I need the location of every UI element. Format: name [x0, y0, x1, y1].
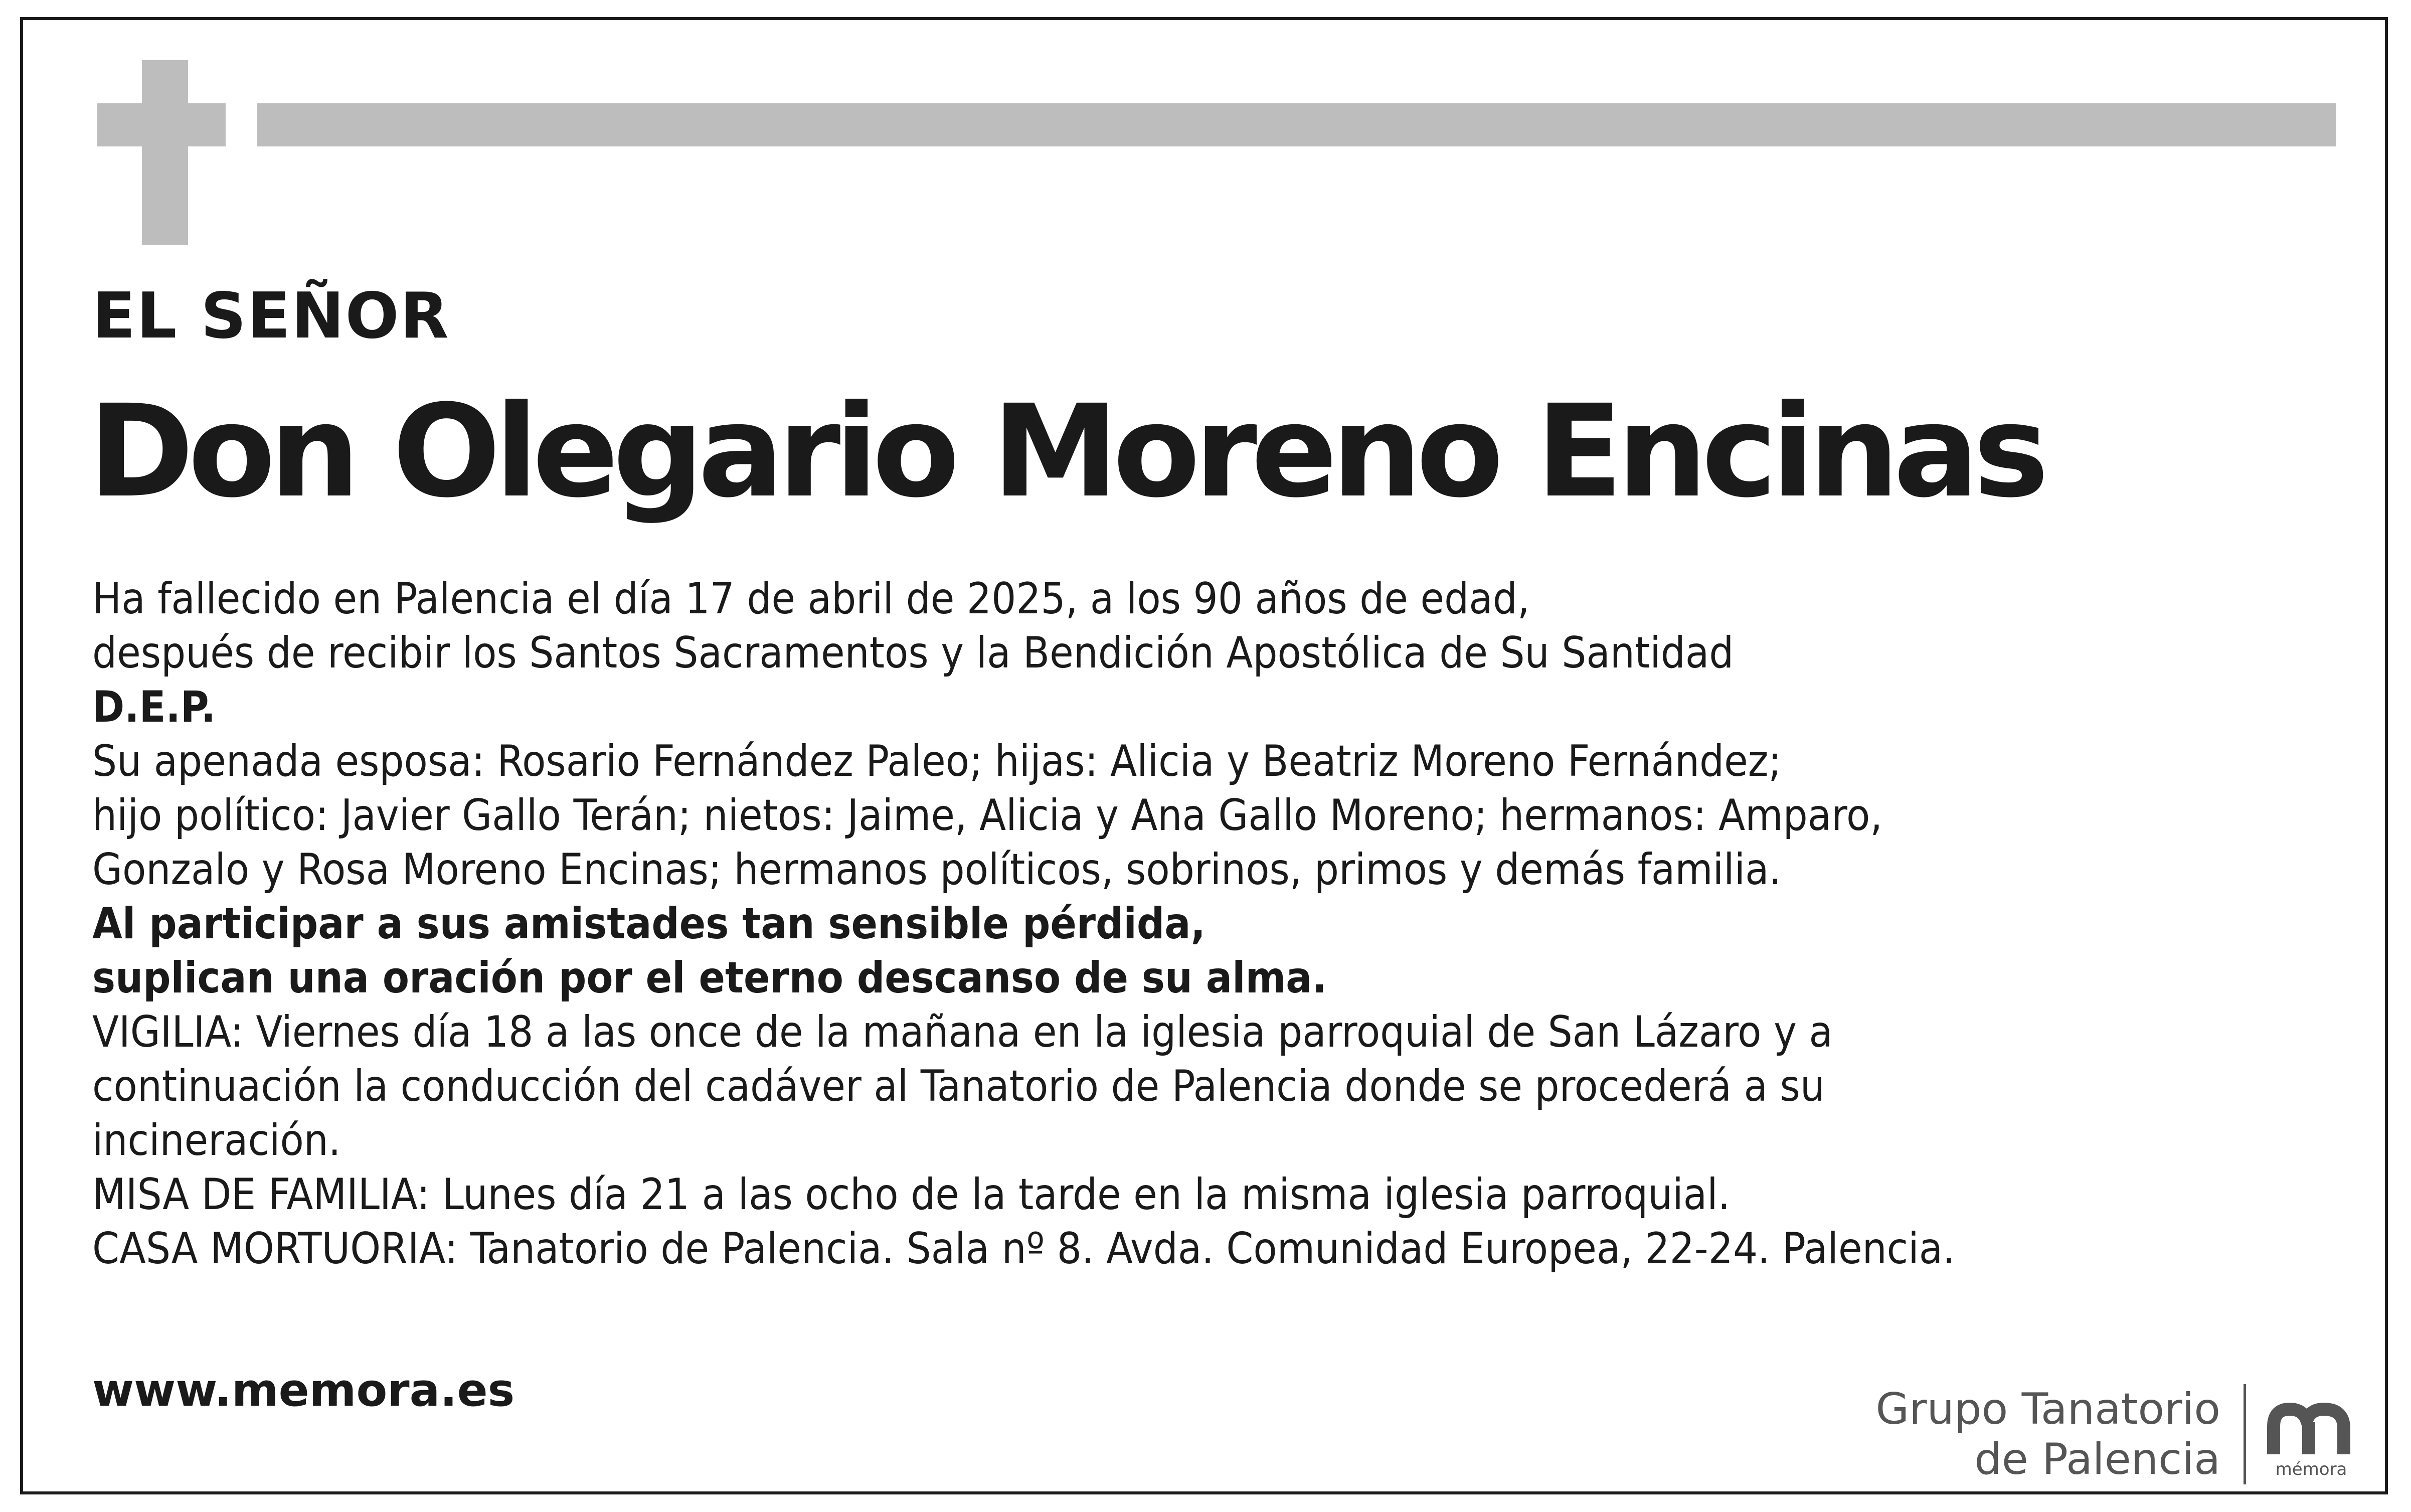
- announcement-line-2: después de recibir los Santos Sacramentos y la Bendición Apostólica de Su Santidad: [92, 628, 1734, 678]
- prayer-request-line-1: Al participar a sus amistades tan sensible pérdida,: [92, 899, 1206, 949]
- family-mass-line: MISA DE FAMILIA: Lunes día 21 a las ocho de la tarde en la misma iglesia parroquial.: [92, 1169, 1731, 1220]
- website-link[interactable]: www.memora.es: [92, 1364, 515, 1417]
- vigil-line-3: incineración.: [92, 1115, 341, 1165]
- logo-divider: [2244, 1384, 2246, 1484]
- deceased-name: Don Olegario Moreno Encinas: [88, 377, 2043, 526]
- family-line-3: Gonzalo y Rosa Moreno Encinas; hermanos políticos, sobrinos, primos y demás familia.: [92, 845, 1782, 895]
- memora-logo-label: mémora: [2275, 1459, 2347, 1479]
- company-name-line-2: de Palencia: [1974, 1434, 2220, 1484]
- vigil-line-1: VIGILIA: Viernes día 18 a las once de la mañana en la iglesia parroquial de San Lázaro y a: [92, 1007, 1833, 1057]
- mortuary-line: CASA MORTUORIA: Tanatorio de Palencia. Sala nº 8. Avda. Comunidad Europea, 22-24. Palencia.: [92, 1224, 1955, 1274]
- company-name: [1876, 1384, 2220, 1484]
- title-small: EL SEÑOR: [92, 279, 450, 353]
- family-line-2: hijo político: Javier Gallo Terán; nietos: Jaime, Alicia y Ana Gallo Moreno; hermanos: Amparo,: [92, 790, 1882, 841]
- company-name-line-1: Grupo Tanatorio: [1875, 1384, 2220, 1434]
- header-divider-bar: [257, 103, 2336, 146]
- dep-text: D.E.P.: [92, 682, 216, 732]
- obituary-body: [92, 572, 2349, 1276]
- prayer-request-line-2: suplican una oración por el eterno descanso de su alma.: [92, 953, 1327, 1003]
- vigil-line-2: continuación la conducción del cadáver al Tanatorio de Palencia donde se procederá a su: [92, 1061, 1825, 1111]
- announcement-line-1: Ha fallecido en Palencia el día 17 de abril de 2025, a los 90 años de edad,: [92, 574, 1530, 624]
- family-line-1: Su apenada esposa: Rosario Fernández Paleo; hijas: Alicia y Beatriz Moreno Fernández;: [92, 736, 1782, 786]
